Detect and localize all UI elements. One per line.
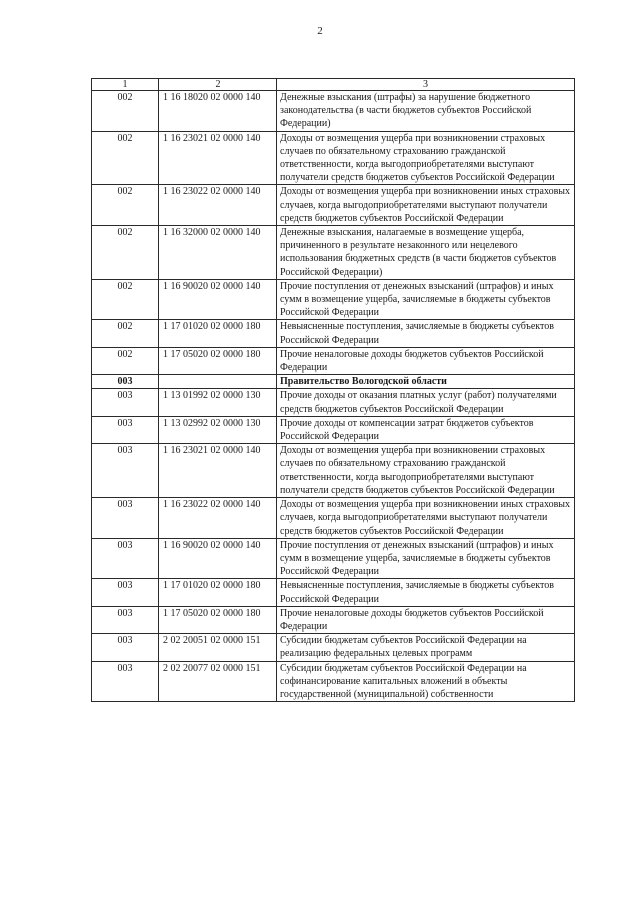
table-row bbox=[92, 226, 575, 280]
revenue-name-cell: Денежные взыскания (штрафы) за нарушение бюджетного законодательства (в части бюджетов субъектов Российской Федерации) bbox=[277, 91, 575, 132]
revenue-name-cell: Прочие неналоговые доходы бюджетов субъектов Российской Федерации bbox=[277, 606, 575, 633]
budget-code-cell: 1 16 32000 02 0000 140 bbox=[159, 226, 277, 280]
budget-code-cell: 1 16 18020 02 0000 140 bbox=[159, 91, 277, 132]
revenue-name-cell: Прочие доходы от оказания платных услуг (работ) получателями средств бюджетов субъектов Российской Федерации bbox=[277, 389, 575, 416]
header-col-3: 3 bbox=[277, 79, 575, 91]
table-row bbox=[92, 185, 575, 226]
admin-code-cell: 003 bbox=[92, 444, 159, 498]
budget-code-cell: 2 02 20077 02 0000 151 bbox=[159, 661, 277, 702]
table-row bbox=[92, 606, 575, 633]
table-row bbox=[92, 634, 575, 661]
revenue-name-cell: Субсидии бюджетам субъектов Российской Федерации на софинансирование капитальных вложений в объекты государственной (муниципальной) собственности bbox=[277, 661, 575, 702]
table-row bbox=[92, 498, 575, 539]
revenue-name-cell: Прочие поступления от денежных взысканий (штрафов) и иных сумм в возмещение ущерба, зачисляемые в бюджеты субъектов Российской Федерации bbox=[277, 279, 575, 320]
budget-code-cell: 1 16 23022 02 0000 140 bbox=[159, 498, 277, 539]
table-row bbox=[92, 661, 575, 702]
budget-code-cell bbox=[159, 375, 277, 389]
revenue-name-cell: Доходы от возмещения ущерба при возникновении иных страховых случаев, когда выгодоприобретателями выступают получатели средств бюджетов субъектов Российской Федерации bbox=[277, 185, 575, 226]
table-row bbox=[92, 347, 575, 374]
revenue-name-cell: Денежные взыскания, налагаемые в возмещение ущерба, причиненного в результате незаконного или нецелевого использования бюджетных средств (в части бюджетов субъектов Российской Федерации) bbox=[277, 226, 575, 280]
table-row bbox=[92, 444, 575, 498]
table-row bbox=[92, 320, 575, 347]
budget-code-cell: 1 13 01992 02 0000 130 bbox=[159, 389, 277, 416]
budget-code-cell: 1 16 90020 02 0000 140 bbox=[159, 538, 277, 579]
revenue-name-cell: Доходы от возмещения ущерба при возникновении страховых случаев по обязательному страхованию гражданской ответственности, когда выгодоприобретателями выступают получатели средств бюджетов субъектов Российской Федерации bbox=[277, 444, 575, 498]
admin-code-cell: 003 bbox=[92, 416, 159, 443]
budget-code-cell: 1 16 23021 02 0000 140 bbox=[159, 444, 277, 498]
budget-code-cell: 2 02 20051 02 0000 151 bbox=[159, 634, 277, 661]
budget-code-cell: 1 17 05020 02 0000 180 bbox=[159, 606, 277, 633]
admin-code-cell: 003 bbox=[92, 579, 159, 606]
budget-code-cell: 1 17 01020 02 0000 180 bbox=[159, 579, 277, 606]
revenue-name-cell: Прочие поступления от денежных взысканий (штрафов) и иных сумм в возмещение ущерба, зачисляемые в бюджеты субъектов Российской Федерации bbox=[277, 538, 575, 579]
budget-code-cell: 1 16 90020 02 0000 140 bbox=[159, 279, 277, 320]
header-col-1: 1 bbox=[92, 79, 159, 91]
revenue-name-cell: Доходы от возмещения ущерба при возникновении иных страховых случаев, когда выгодоприобретателями выступают получатели средств бюджетов субъектов Российской Федерации bbox=[277, 498, 575, 539]
table-row bbox=[92, 131, 575, 185]
budget-code-cell: 1 16 23022 02 0000 140 bbox=[159, 185, 277, 226]
admin-code-cell: 003 bbox=[92, 375, 159, 389]
table-row bbox=[92, 416, 575, 443]
table-row bbox=[92, 91, 575, 132]
admin-code-cell: 003 bbox=[92, 498, 159, 539]
budget-code-cell: 1 13 02992 02 0000 130 bbox=[159, 416, 277, 443]
revenue-name-cell: Прочие неналоговые доходы бюджетов субъектов Российской Федерации bbox=[277, 347, 575, 374]
revenue-name-cell: Субсидии бюджетам субъектов Российской Федерации на реализацию федеральных целевых программ bbox=[277, 634, 575, 661]
admin-code-cell: 003 bbox=[92, 661, 159, 702]
admin-code-cell: 002 bbox=[92, 131, 159, 185]
table-section-row bbox=[92, 375, 575, 389]
admin-code-cell: 002 bbox=[92, 185, 159, 226]
budget-code-cell: 1 16 23021 02 0000 140 bbox=[159, 131, 277, 185]
budget-revenue-table bbox=[91, 78, 575, 702]
admin-code-cell: 003 bbox=[92, 634, 159, 661]
revenue-name-cell: Прочие доходы от компенсации затрат бюджетов субъектов Российской Федерации bbox=[277, 416, 575, 443]
page-number: 2 bbox=[317, 25, 323, 37]
admin-code-cell: 003 bbox=[92, 606, 159, 633]
budget-code-cell: 1 17 01020 02 0000 180 bbox=[159, 320, 277, 347]
table-row bbox=[92, 279, 575, 320]
table-header-row bbox=[92, 79, 575, 91]
table-row bbox=[92, 579, 575, 606]
admin-code-cell: 002 bbox=[92, 226, 159, 280]
admin-code-cell: 002 bbox=[92, 320, 159, 347]
table-row bbox=[92, 538, 575, 579]
admin-code-cell: 003 bbox=[92, 389, 159, 416]
admin-code-cell: 002 bbox=[92, 279, 159, 320]
revenue-name-cell: Невыясненные поступления, зачисляемые в бюджеты субъектов Российской Федерации bbox=[277, 320, 575, 347]
admin-code-cell: 003 bbox=[92, 538, 159, 579]
admin-code-cell: 002 bbox=[92, 347, 159, 374]
admin-code-cell: 002 bbox=[92, 91, 159, 132]
revenue-name-cell: Правительство Вологодской области bbox=[277, 375, 575, 389]
revenue-name-cell: Невыясненные поступления, зачисляемые в бюджеты субъектов Российской Федерации bbox=[277, 579, 575, 606]
table-row bbox=[92, 389, 575, 416]
header-col-2: 2 bbox=[159, 79, 277, 91]
table-body bbox=[92, 79, 575, 702]
budget-code-cell: 1 17 05020 02 0000 180 bbox=[159, 347, 277, 374]
revenue-name-cell: Доходы от возмещения ущерба при возникновении страховых случаев по обязательному страхованию гражданской ответственности, когда выгодоприобретателями выступают получатели средств бюджетов субъектов Российской Федерации bbox=[277, 131, 575, 185]
